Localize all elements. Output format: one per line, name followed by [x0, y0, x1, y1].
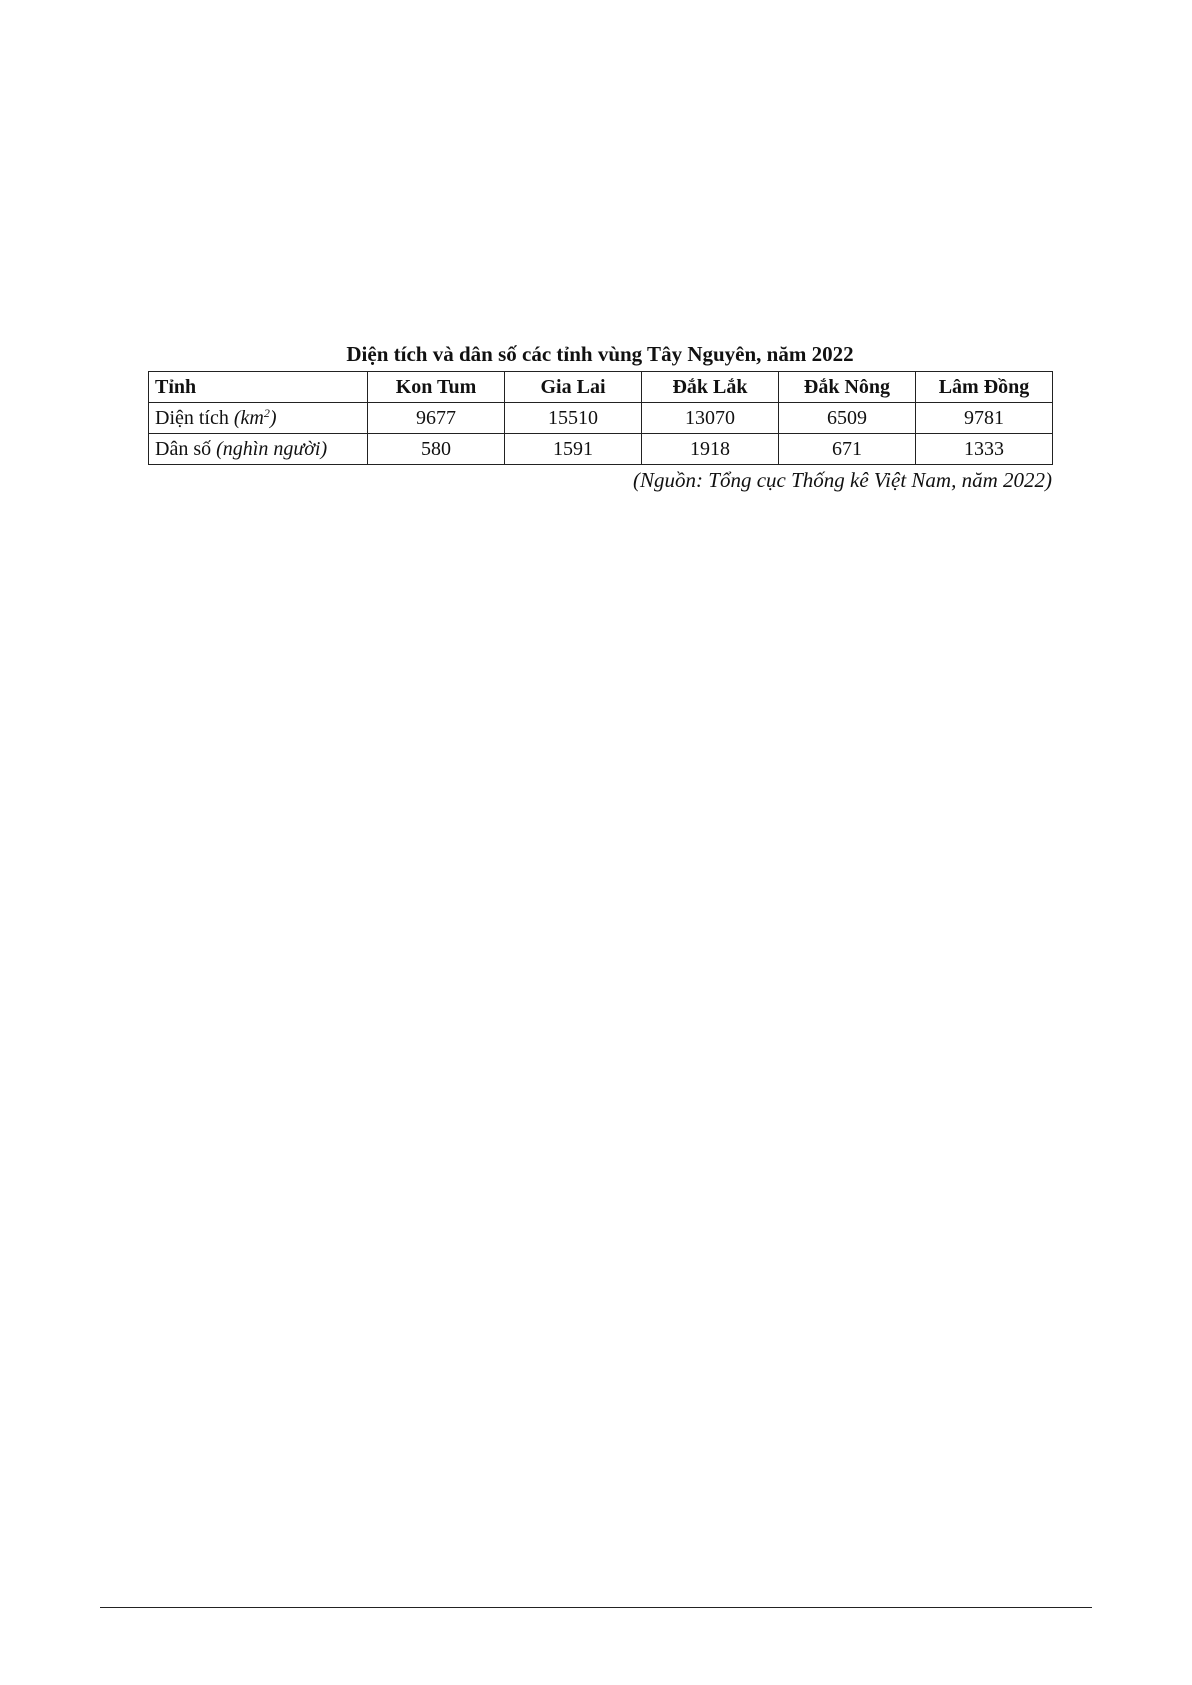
- data-table: [148, 371, 1053, 465]
- header-cell-kon-tum: Kon Tum: [368, 372, 505, 403]
- unit-close: ): [269, 407, 277, 429]
- table-cell: 1333: [916, 434, 1053, 465]
- source-note: (Nguồn: Tổng cục Thống kê Việt Nam, năm 2022): [633, 468, 1052, 492]
- table-cell: 671: [779, 434, 916, 465]
- row-unit: [234, 407, 277, 429]
- table-cell: 9677: [368, 403, 505, 434]
- table-header-row: [149, 372, 1053, 403]
- header-cell-dak-nong: Đắk Nông: [779, 372, 916, 403]
- table-cell: 580: [368, 434, 505, 465]
- table-title: Diện tích và dân số các tỉnh vùng Tây Nguyên, năm 2022: [346, 342, 854, 366]
- table-cell: 6509: [779, 403, 916, 434]
- unit-text: (km: [233, 407, 264, 429]
- row-label-text: Diện tích: [155, 407, 234, 429]
- header-cell-lam-dong: Lâm Đồng: [916, 372, 1053, 403]
- row-label-population: [149, 434, 368, 465]
- table-row-population: [149, 434, 1053, 465]
- row-label-text: Dân số: [155, 438, 217, 460]
- table-cell: 9781: [916, 403, 1053, 434]
- row-unit: (nghìn người): [216, 438, 328, 460]
- footer-divider: [100, 1607, 1092, 1608]
- table-cell: 1918: [642, 434, 779, 465]
- unit-superscript: 2: [263, 406, 270, 420]
- table-cell: 15510: [505, 403, 642, 434]
- table-row-area: [149, 403, 1053, 434]
- header-cell-dak-lak: Đắk Lắk: [642, 372, 779, 403]
- table-cell: 13070: [642, 403, 779, 434]
- header-cell-province: Tỉnh: [149, 372, 368, 403]
- row-label-area: [149, 403, 368, 434]
- header-cell-gia-lai: Gia Lai: [505, 372, 642, 403]
- table-cell: 1591: [505, 434, 642, 465]
